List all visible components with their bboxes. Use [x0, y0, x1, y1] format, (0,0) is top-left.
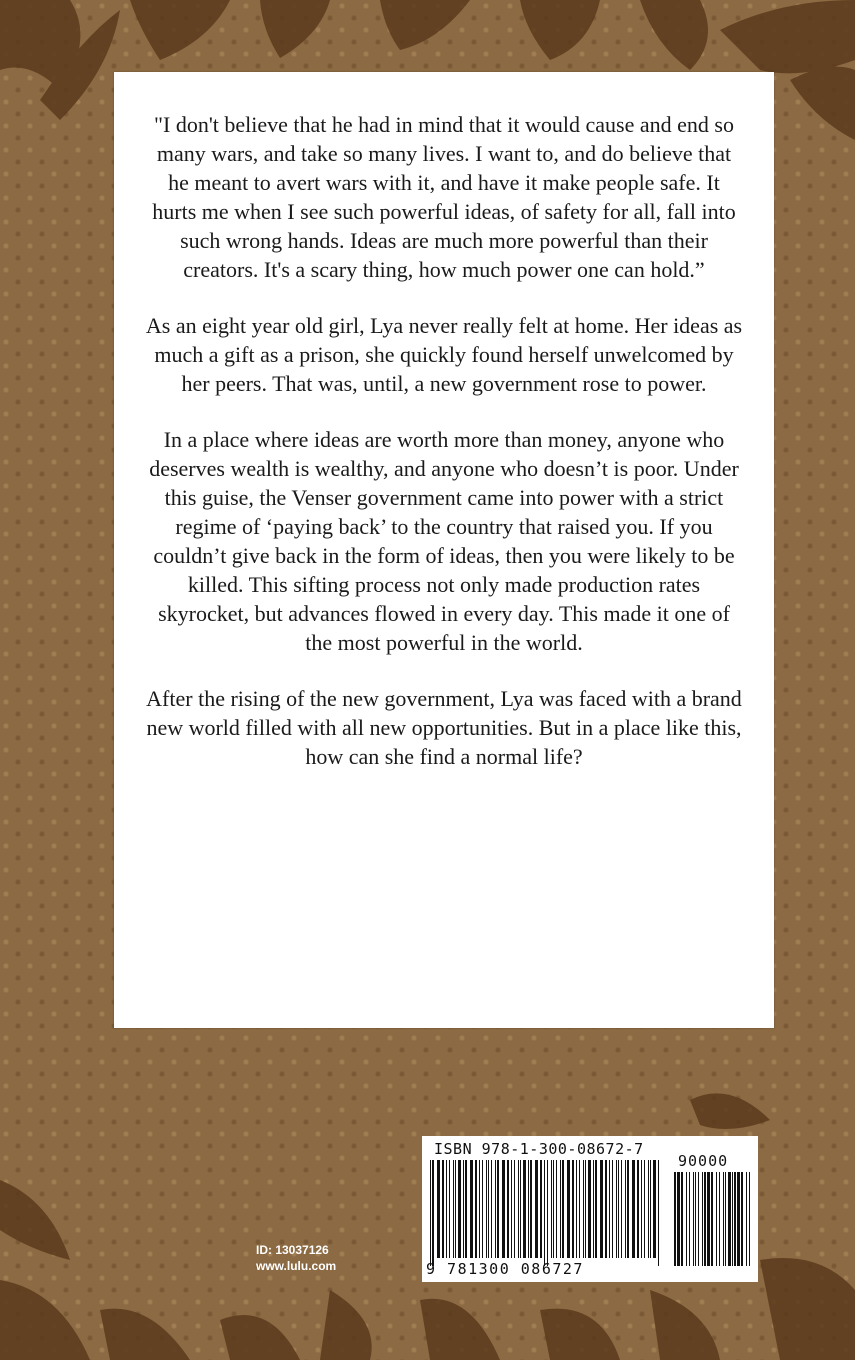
blurb-paragraph-closing: After the rising of the new government, Lya was faced with a brand new world filled with all new opportunities. But in a place like this, how can she find a normal life?	[146, 686, 742, 769]
blurb-paragraph-setting: In a place where ideas are worth more than money, anyone who deserves wealth is wealthy, and anyone who doesn’t is poor. Under this guise, the Venser government came into power with a strict regime of ‘paying back’ to the country that raised you. If you couldn’t give back in the form of ideas, then you were likely to be killed. This sifting process not only made production rates skyrocket, but advances flowed in every day. This made it one of the most powerful in the world.	[149, 427, 739, 655]
back-cover-blurb	[144, 110, 744, 798]
isbn-label: ISBN 978-1-300-08672-7	[434, 1140, 644, 1158]
blurb-panel	[114, 72, 774, 1028]
isbn-barcode	[422, 1136, 758, 1282]
publisher-url: www.lulu.com	[256, 1259, 337, 1273]
publisher-id: ID: 13037126	[256, 1243, 329, 1257]
publisher-info	[256, 1242, 336, 1274]
price-code: 90000	[678, 1152, 729, 1170]
blurb-paragraph-quote: "I don't believe that he had in mind that it would cause and end so many wars, and take so many lives. I want to, and do believe that he meant to avert wars with it, and have it make people safe. It hurts me when I see such powerful ideas, of safety for all, fall into such wrong hands. Ideas are much more powerful than their creators. It's a scary thing, how much power one can hold.”	[152, 112, 736, 282]
blurb-paragraph-intro: As an eight year old girl, Lya never really felt at home. Her ideas as much a gift as a prison, she quickly found herself unwelcomed by her peers. That was, until, a new government rose to power.	[145, 313, 743, 396]
ean-digits: 9 781300 086727	[426, 1260, 584, 1278]
